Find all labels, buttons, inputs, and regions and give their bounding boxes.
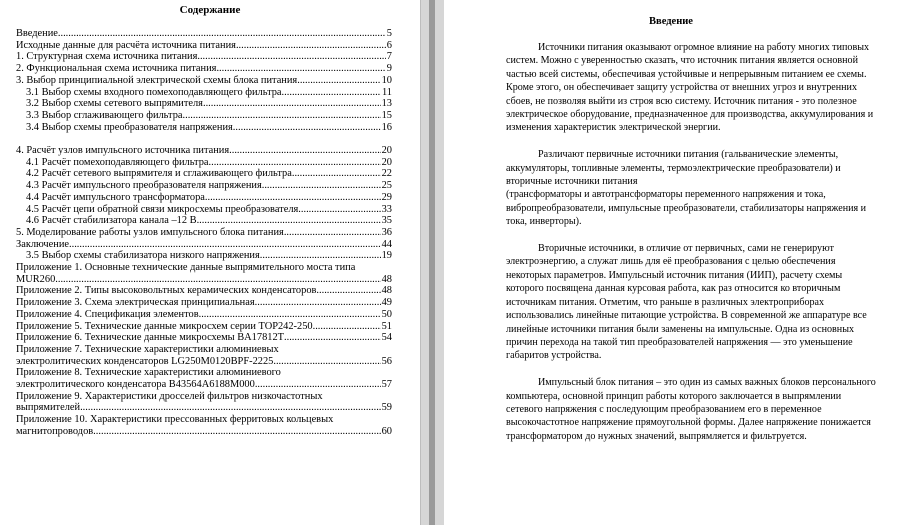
- toc-page-number: 22: [381, 168, 392, 180]
- intro-paragraph-1: Источники питания оказывают огромное влияние на работу многих типовых систем. Можно с уверенностью сказать, что источник питания является основной частью всей системы, обеспечивая устойчивые и непрерывным питанием ее схемы. Кроме этого, он обеспечивает защиту устройства от внешних угроз и внутренних сбоев, не позволяя выйти из строя всю систему. Источник питания - это полезное электрическое оборудование, предназначенное для производства, аккумулирования и изменения характеристик электрической энергии.: [506, 42, 874, 134]
- toc-leader-dots: [292, 168, 381, 180]
- toc-leader-dots: [262, 180, 381, 192]
- toc-entry-label-cont: MUR260: [16, 273, 56, 285]
- toc-page-number: 13: [381, 98, 392, 110]
- toc-page-number: 57: [381, 379, 392, 391]
- toc-entry[interactable]: [16, 40, 392, 52]
- toc-leader-dots: [236, 40, 386, 52]
- intro-page: [444, 0, 898, 525]
- toc-page-number: 56: [381, 355, 392, 367]
- toc-entry-label: 4.1 Расчёт помехоподавляющего фильтра: [26, 156, 209, 168]
- toc-page-number: 48: [381, 273, 392, 285]
- toc-entry-label: 3.1 Выбор схемы входного помехоподавляющего фильтра: [26, 86, 282, 98]
- toc-leader-dots: [233, 122, 381, 134]
- toc-page-number: 36: [381, 226, 392, 238]
- toc-page-number: 20: [381, 156, 392, 168]
- toc-leader-dots: [255, 379, 381, 391]
- toc-entry-label: 3. Выбор принципиальной электрической схемы блока питания.: [16, 74, 300, 86]
- toc-page-number: 33: [381, 203, 392, 215]
- toc-entry[interactable]: [16, 262, 392, 285]
- toc-entry[interactable]: [16, 344, 392, 367]
- toc-leader-dots: [284, 227, 381, 239]
- toc-entry-label: Приложение 9. Характеристики дросселей фильтров низкочастотных: [16, 390, 323, 402]
- toc-leader-dots: [93, 426, 380, 438]
- toc-page-number: 44: [381, 238, 392, 250]
- toc-leader-dots: [69, 239, 381, 251]
- toc-entry[interactable]: [16, 227, 392, 239]
- toc-entry[interactable]: [16, 157, 392, 169]
- toc-entry[interactable]: [16, 180, 392, 192]
- toc-entry[interactable]: [16, 391, 392, 414]
- toc-page-number: 29: [381, 191, 392, 203]
- toc-page-number: 9: [386, 63, 392, 75]
- toc-entry-label: 4.5 Расчёт цепи обратной связи микросхемы преобразователя: [26, 203, 299, 215]
- toc-entry[interactable]: [16, 192, 392, 204]
- toc-entry[interactable]: [16, 204, 392, 216]
- toc-page-number: 10: [381, 74, 392, 86]
- toc-page: [0, 0, 420, 525]
- toc-leader-dots: [300, 75, 381, 87]
- toc-page-number: 19: [381, 250, 392, 262]
- toc-entry-label-cont: электролитических конденсаторов LG250M0120BPF-2225: [16, 355, 274, 367]
- toc-entry[interactable]: [16, 215, 392, 227]
- toc-leader-dots: [58, 28, 386, 40]
- toc-entry-label: Приложение 3. Схема электрическая принципиальная.: [16, 297, 258, 309]
- intro-paragraph-2: Различают первичные источники питания (гальванические элементы, аккумуляторы, топливные элементы, термоэлектрические преобразователи) и вторичные источники питания (трансформаторы и автотрансформаторы переменного напряжения и тока, вибропреобразователи, импульсные преобразователи, стабилизаторы напряжения и тока, инверторы).: [506, 149, 867, 228]
- toc-entry[interactable]: [16, 297, 392, 309]
- toc-page-number: 49: [381, 297, 392, 309]
- intro-body: [506, 41, 876, 443]
- toc-entry-label-cont: электролитического конденсатора B43564A6188M000: [16, 379, 255, 391]
- toc-entry-label: Приложение 7. Технические характеристики алюминиевых: [16, 343, 279, 355]
- toc-entry[interactable]: [16, 63, 392, 75]
- toc-leader-dots: [209, 157, 381, 169]
- toc-leader-dots: [282, 87, 381, 99]
- toc-page-number: 54: [381, 332, 392, 344]
- toc-page-number: 35: [381, 215, 392, 227]
- toc-entry-label: 4. Расчёт узлов импульсного источника питания: [16, 145, 230, 157]
- toc-page-number: 59: [381, 402, 392, 414]
- toc-leader-dots: [205, 192, 381, 204]
- toc-page-number: 50: [381, 308, 392, 320]
- toc-leader-dots: [199, 309, 381, 321]
- toc-leader-dots: [315, 321, 380, 333]
- toc-entry-label: Приложение 10. Характеристики прессованных ферритовых кольцевых: [16, 414, 334, 426]
- toc-page-number: 15: [381, 109, 392, 121]
- toc-entry[interactable]: [16, 414, 392, 437]
- toc-page-number: 48: [381, 285, 392, 297]
- toc-entry-label: Заключение: [16, 238, 69, 250]
- toc-entry-label-cont: магнитопроводов: [16, 425, 94, 437]
- toc-leader-dots: [298, 204, 380, 216]
- toc-entry-label: Введение: [16, 28, 58, 39]
- toc-entry-label: 4.6 Расчёт стабилизатора канала –12 В: [26, 215, 197, 227]
- toc-entry[interactable]: [16, 285, 392, 297]
- toc-entry[interactable]: [16, 87, 392, 99]
- toc-leader-dots: [284, 332, 381, 344]
- toc-leader-dots: [185, 110, 381, 122]
- toc-entry[interactable]: [16, 145, 392, 157]
- toc-entry-label: Приложение 4. Спецификация элементов: [16, 308, 199, 320]
- toc-page-number: 51: [381, 320, 392, 332]
- toc-page-number: 11: [381, 86, 392, 98]
- toc-entry[interactable]: [16, 110, 392, 122]
- toc-entry[interactable]: [16, 367, 392, 390]
- toc-leader-dots: [319, 285, 381, 297]
- toc-entry[interactable]: [16, 75, 392, 87]
- toc-entry-label: 4.4 Расчёт импульсного трансформатора: [26, 191, 205, 203]
- toc-title: Содержание: [179, 4, 241, 16]
- toc-entry-label: Приложение 5. Технические данные микросхем серии TOP242-250.: [16, 320, 316, 332]
- toc-entry[interactable]: [16, 122, 392, 134]
- toc-entry-label: 5. Моделирование работы узлов импульсного блока питания: [16, 226, 284, 238]
- intro-title: Введение: [649, 16, 693, 27]
- toc-entry-label: Приложение 2. Типы высоковольтных керамических конденсаторов.: [16, 285, 320, 297]
- toc-leader-dots: [229, 145, 380, 157]
- intro-paragraph-3: Вторичные источники, в отличие от первичных, сами не генерируют электроэнергию, а служат лишь для её преобразования с целью обеспечения некоторых параметров. Импульсный источник питания (ИИП), расчету схемы которого посвящена данная курсовая работа, как раз относится ко вторичным источникам питания. Отметим, что раньше в различных электроприборах использовались линейные питающие устройства. В современной же аппаратуре все линейные источники питания были заменены на импульсные. Одна из основных причин перехода на такой тип преобразователей напряжения — это уменьшение габаритов устройства.: [506, 243, 867, 362]
- toc-leader-dots: [219, 63, 386, 75]
- toc-leader-dots: [257, 297, 380, 309]
- toc-leader-dots: [197, 215, 381, 227]
- toc-leader-dots: [55, 274, 380, 286]
- toc-entry-label: 1. Структурная схема источника питания: [16, 51, 198, 63]
- intro-paragraph-4: Импульсный блок питания – это один из самых важных блоков персонального компьютера, основной принцип работы которого заключается в выпрямлении сетевого напряжения с последующим преобразованием его в переменное высокочастотное напряжение прямоугольной формы. Далее напряжение понижается трансформатором до нужных значений, выпрямляется и фильтруется.: [506, 377, 876, 442]
- toc-entry-label: 4.3 Расчёт импульсного преобразователя напряжения: [26, 180, 262, 192]
- toc-entry-label: 3.4 Выбор схемы преобразователя напряжения: [26, 121, 233, 133]
- toc-page-number: 5: [386, 28, 392, 39]
- toc-page-number: 25: [381, 180, 392, 192]
- toc-entry-label: 3.2 Выбор схемы сетевого выпрямителя.: [26, 98, 206, 110]
- toc-entry-label: 4.2 Расчёт сетевого выпрямителя и сглаживающего фильтра: [26, 168, 292, 180]
- toc-leader-dots: [197, 51, 385, 63]
- toc-leader-dots: [273, 356, 380, 368]
- page-gutter: [420, 0, 445, 525]
- toc-page-number: 60: [381, 425, 392, 437]
- toc-entry[interactable]: [16, 250, 392, 262]
- toc-page-number: 20: [381, 145, 392, 157]
- toc-entry[interactable]: [16, 321, 392, 333]
- toc-entry[interactable]: [16, 309, 392, 321]
- toc-entry-label: 3.3 Выбор сглаживающего фильтра.: [26, 109, 186, 121]
- toc-list: [16, 28, 392, 438]
- toc-entry-label-cont: выпрямителей: [16, 402, 81, 414]
- toc-entry-label: Приложение 6. Технические данные микросхемы BA17812T: [16, 332, 285, 344]
- toc-entry-label: Приложение 1. Основные технические данные выпрямительного моста типа: [16, 262, 356, 274]
- toc-leader-dots: [206, 98, 381, 110]
- toc-entry[interactable]: [16, 332, 392, 344]
- toc-entry-label: 3.5 Выбор схемы стабилизатора низкого напряжения: [26, 250, 260, 262]
- toc-entry-label: Приложение 8. Технические характеристики алюминиевого: [16, 367, 281, 379]
- toc-entry[interactable]: [16, 98, 392, 110]
- toc-page-number: 7: [386, 51, 392, 63]
- toc-entry[interactable]: [16, 51, 392, 63]
- toc-entry-label: 2. Функциональная схема источника питания.: [16, 63, 220, 75]
- toc-entry[interactable]: [16, 28, 392, 40]
- toc-leader-dots: [260, 250, 381, 262]
- toc-entry[interactable]: [16, 168, 392, 180]
- toc-entry-label: Исходные данные для расчёта источника питания: [16, 39, 236, 51]
- toc-leader-dots: [80, 402, 381, 414]
- toc-page-number: 16: [381, 121, 392, 133]
- gutter-bar: [429, 0, 435, 525]
- toc-page-number: 6: [386, 39, 392, 51]
- toc-entry[interactable]: [16, 239, 392, 251]
